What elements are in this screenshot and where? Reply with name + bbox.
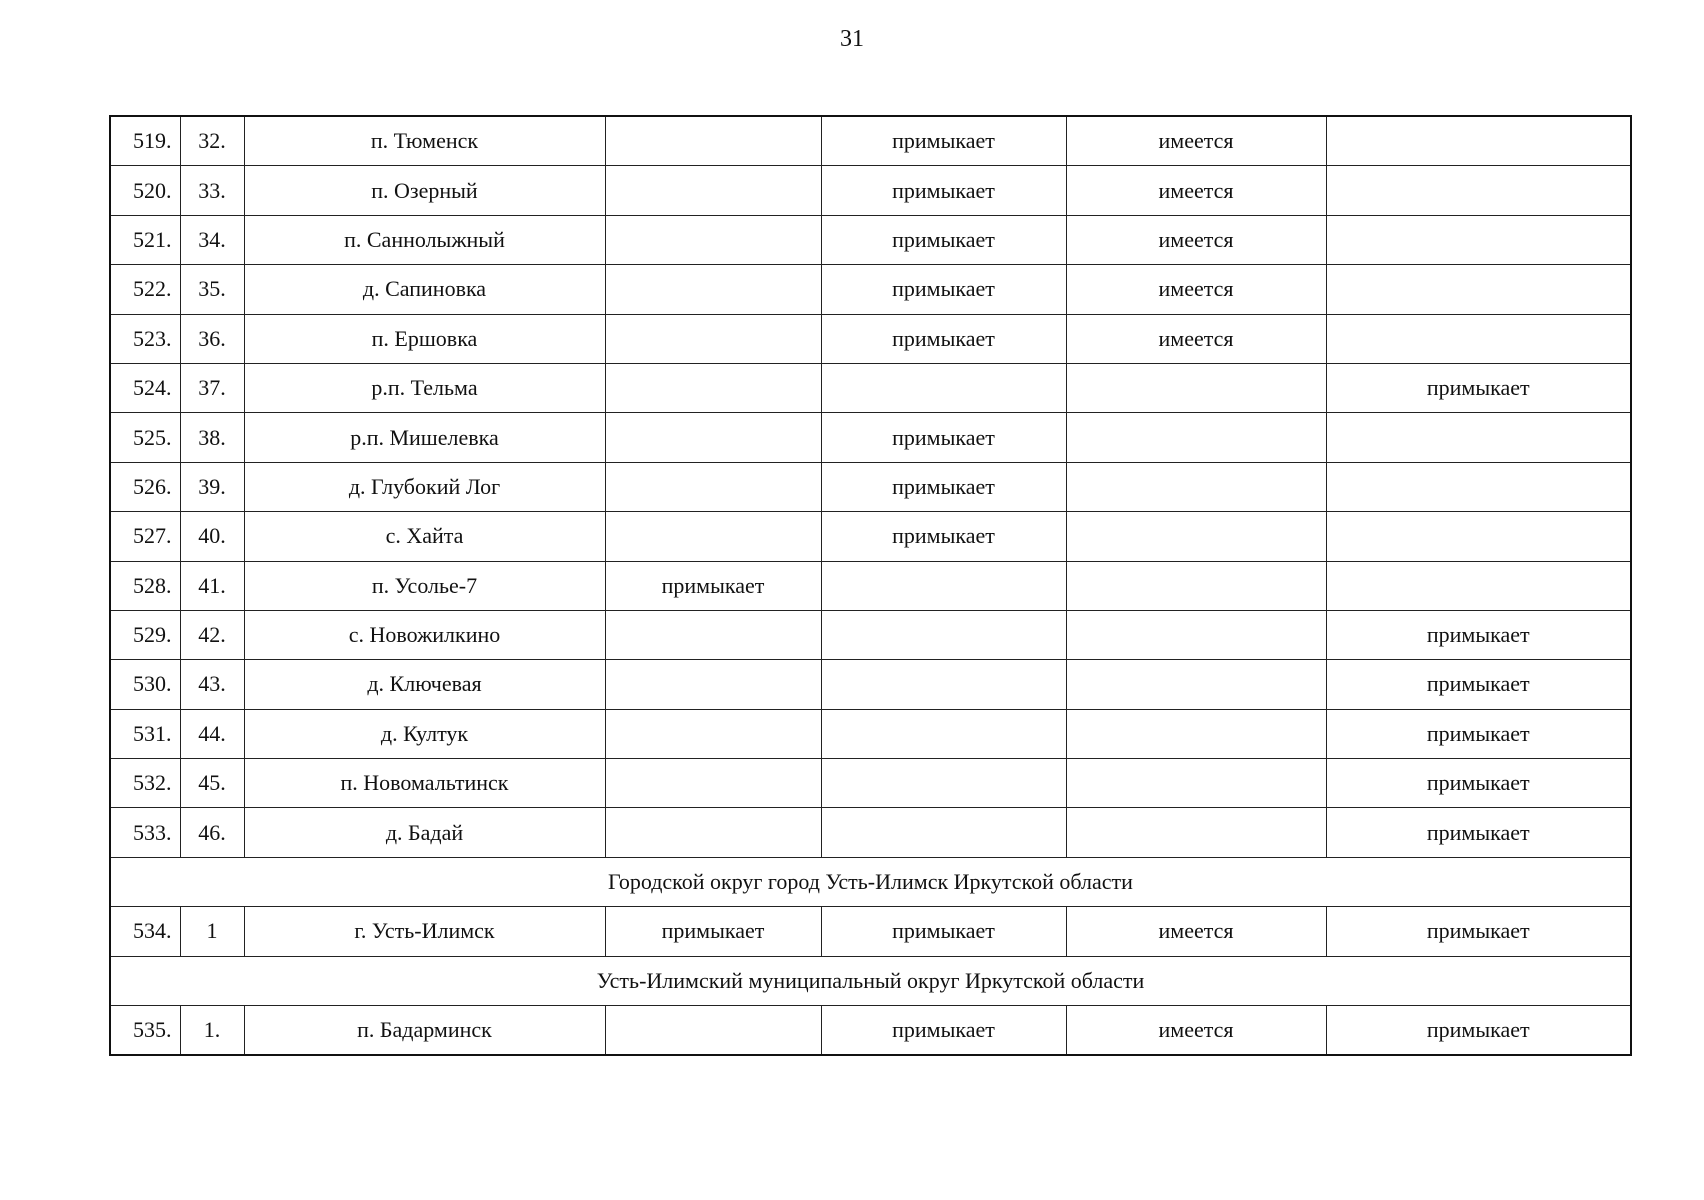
settlement-name-cell: д. Бадай	[244, 808, 605, 857]
column-4-cell	[605, 116, 821, 166]
column-4-cell	[605, 413, 821, 462]
column-7-cell: примыкает	[1326, 363, 1631, 412]
column-5-cell	[821, 660, 1066, 709]
column-7-cell	[1326, 265, 1631, 314]
table-row	[110, 215, 1631, 264]
table-row	[110, 413, 1631, 462]
row-number-cell: 534.	[110, 907, 180, 956]
row-subnumber-cell: 39.	[180, 462, 244, 511]
section-title-cell: Усть-Илимский муниципальный округ Иркутской области	[110, 956, 1631, 1005]
column-5-cell: примыкает	[821, 116, 1066, 166]
column-4-cell	[605, 660, 821, 709]
row-subnumber-cell: 43.	[180, 660, 244, 709]
table-row	[110, 363, 1631, 412]
column-4-cell	[605, 363, 821, 412]
row-number-cell: 521.	[110, 215, 180, 264]
column-6-cell	[1066, 462, 1326, 511]
row-number-cell: 531.	[110, 709, 180, 758]
column-7-cell	[1326, 512, 1631, 561]
settlement-name-cell: г. Усть-Илимск	[244, 907, 605, 956]
settlement-name-cell: п. Ершовка	[244, 314, 605, 363]
row-subnumber-cell: 41.	[180, 561, 244, 610]
column-5-cell	[821, 808, 1066, 857]
table-row	[110, 808, 1631, 857]
row-subnumber-cell: 40.	[180, 512, 244, 561]
row-subnumber-cell: 37.	[180, 363, 244, 412]
settlements-table	[109, 115, 1632, 1056]
row-subnumber-cell: 38.	[180, 413, 244, 462]
column-7-cell	[1326, 561, 1631, 610]
table-row	[110, 314, 1631, 363]
settlement-name-cell: с. Хайта	[244, 512, 605, 561]
table-row	[110, 709, 1631, 758]
row-number-cell: 520.	[110, 166, 180, 215]
column-4-cell	[605, 314, 821, 363]
settlement-name-cell: д. Ключевая	[244, 660, 605, 709]
column-4-cell	[605, 462, 821, 511]
column-5-cell	[821, 610, 1066, 659]
column-6-cell	[1066, 709, 1326, 758]
section-header-row	[110, 857, 1631, 906]
column-6-cell: имеется	[1066, 265, 1326, 314]
column-7-cell	[1326, 116, 1631, 166]
column-5-cell: примыкает	[821, 462, 1066, 511]
row-subnumber-cell: 44.	[180, 709, 244, 758]
column-7-cell: примыкает	[1326, 907, 1631, 956]
table-row	[110, 265, 1631, 314]
column-5-cell: примыкает	[821, 1006, 1066, 1056]
settlement-name-cell: п. Тюменск	[244, 116, 605, 166]
section-title-cell: Городской округ город Усть-Илимск Иркутской области	[110, 857, 1631, 906]
table-row	[110, 462, 1631, 511]
column-4-cell	[605, 265, 821, 314]
settlement-name-cell: с. Новожилкино	[244, 610, 605, 659]
row-number-cell: 529.	[110, 610, 180, 659]
column-7-cell: примыкает	[1326, 759, 1631, 808]
column-4-cell	[605, 1006, 821, 1056]
column-7-cell	[1326, 314, 1631, 363]
column-6-cell	[1066, 808, 1326, 857]
table-row	[110, 561, 1631, 610]
row-subnumber-cell: 33.	[180, 166, 244, 215]
column-7-cell: примыкает	[1326, 660, 1631, 709]
settlement-name-cell: п. Саннолыжный	[244, 215, 605, 264]
column-7-cell	[1326, 413, 1631, 462]
row-subnumber-cell: 42.	[180, 610, 244, 659]
row-number-cell: 530.	[110, 660, 180, 709]
column-6-cell	[1066, 363, 1326, 412]
row-subnumber-cell: 34.	[180, 215, 244, 264]
column-6-cell: имеется	[1066, 166, 1326, 215]
row-number-cell: 533.	[110, 808, 180, 857]
row-subnumber-cell: 35.	[180, 265, 244, 314]
column-6-cell	[1066, 512, 1326, 561]
column-6-cell: имеется	[1066, 116, 1326, 166]
column-6-cell	[1066, 759, 1326, 808]
column-6-cell	[1066, 660, 1326, 709]
column-7-cell: примыкает	[1326, 709, 1631, 758]
column-6-cell: имеется	[1066, 907, 1326, 956]
column-4-cell: примыкает	[605, 907, 821, 956]
row-number-cell: 532.	[110, 759, 180, 808]
row-number-cell: 527.	[110, 512, 180, 561]
column-5-cell	[821, 709, 1066, 758]
table-row	[110, 660, 1631, 709]
column-5-cell: примыкает	[821, 907, 1066, 956]
column-5-cell: примыкает	[821, 413, 1066, 462]
row-number-cell: 522.	[110, 265, 180, 314]
row-number-cell: 535.	[110, 1006, 180, 1056]
column-5-cell: примыкает	[821, 166, 1066, 215]
settlement-name-cell: п. Бадарминск	[244, 1006, 605, 1056]
column-4-cell	[605, 215, 821, 264]
row-subnumber-cell: 1	[180, 907, 244, 956]
column-4-cell: примыкает	[605, 561, 821, 610]
column-6-cell: имеется	[1066, 314, 1326, 363]
row-subnumber-cell: 45.	[180, 759, 244, 808]
column-6-cell	[1066, 561, 1326, 610]
row-number-cell: 528.	[110, 561, 180, 610]
column-7-cell: примыкает	[1326, 610, 1631, 659]
row-subnumber-cell: 46.	[180, 808, 244, 857]
row-number-cell: 525.	[110, 413, 180, 462]
row-number-cell: 523.	[110, 314, 180, 363]
row-number-cell: 524.	[110, 363, 180, 412]
column-6-cell: имеется	[1066, 1006, 1326, 1056]
column-7-cell	[1326, 166, 1631, 215]
row-subnumber-cell: 32.	[180, 116, 244, 166]
row-subnumber-cell: 36.	[180, 314, 244, 363]
column-5-cell	[821, 759, 1066, 808]
table-row	[110, 1006, 1631, 1056]
column-4-cell	[605, 166, 821, 215]
table-row	[110, 166, 1631, 215]
section-header-row	[110, 956, 1631, 1005]
column-5-cell: примыкает	[821, 314, 1066, 363]
column-6-cell	[1066, 413, 1326, 462]
table-row	[110, 759, 1631, 808]
settlement-name-cell: п. Озерный	[244, 166, 605, 215]
column-7-cell: примыкает	[1326, 808, 1631, 857]
table-row	[110, 116, 1631, 166]
table-row	[110, 907, 1631, 956]
settlement-name-cell: п. Усолье-7	[244, 561, 605, 610]
column-4-cell	[605, 808, 821, 857]
settlement-name-cell: р.п. Тельма	[244, 363, 605, 412]
table-row	[110, 610, 1631, 659]
column-7-cell: примыкает	[1326, 1006, 1631, 1056]
column-4-cell	[605, 709, 821, 758]
page-number: 31	[840, 26, 864, 52]
row-number-cell: 519.	[110, 116, 180, 166]
settlement-name-cell: д. Сапиновка	[244, 265, 605, 314]
table-body	[110, 116, 1631, 1055]
column-4-cell	[605, 512, 821, 561]
column-5-cell: примыкает	[821, 512, 1066, 561]
column-5-cell	[821, 561, 1066, 610]
column-6-cell: имеется	[1066, 215, 1326, 264]
row-number-cell: 526.	[110, 462, 180, 511]
settlement-name-cell: р.п. Мишелевка	[244, 413, 605, 462]
table-row	[110, 512, 1631, 561]
column-4-cell	[605, 610, 821, 659]
column-7-cell	[1326, 215, 1631, 264]
settlement-name-cell: д. Глубокий Лог	[244, 462, 605, 511]
row-subnumber-cell: 1.	[180, 1006, 244, 1056]
settlement-name-cell: д. Култук	[244, 709, 605, 758]
column-4-cell	[605, 759, 821, 808]
column-6-cell	[1066, 610, 1326, 659]
column-5-cell: примыкает	[821, 215, 1066, 264]
column-5-cell	[821, 363, 1066, 412]
column-5-cell: примыкает	[821, 265, 1066, 314]
settlement-name-cell: п. Новомальтинск	[244, 759, 605, 808]
column-7-cell	[1326, 462, 1631, 511]
